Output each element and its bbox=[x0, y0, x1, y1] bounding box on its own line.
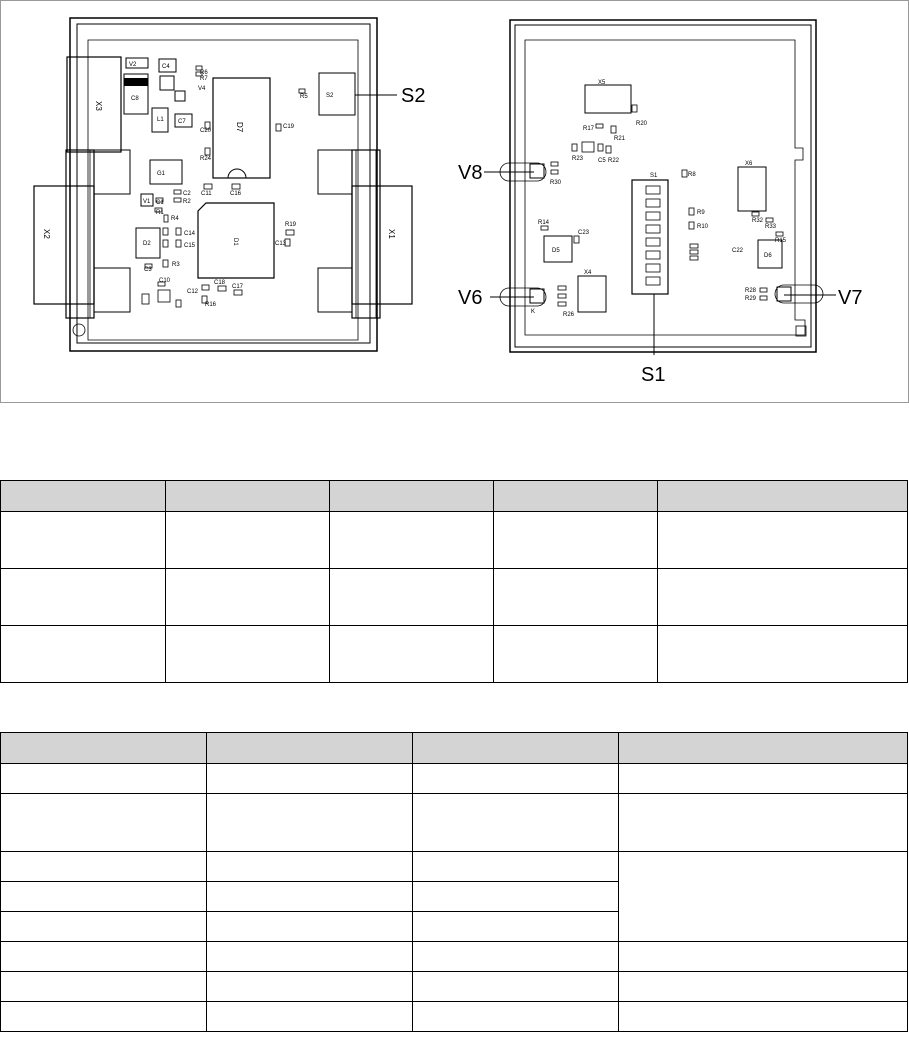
table-cell bbox=[207, 972, 413, 1002]
label-r1: R1 bbox=[156, 210, 164, 216]
table-cell bbox=[1, 626, 166, 683]
label-r7: R7 bbox=[200, 76, 208, 82]
led-v6 bbox=[530, 289, 544, 303]
label-r3: R3 bbox=[172, 262, 180, 268]
label-r16: R16 bbox=[205, 302, 217, 308]
label-x4: X4 bbox=[584, 270, 592, 276]
table-cell bbox=[619, 1002, 908, 1032]
table-cell bbox=[207, 1002, 413, 1032]
table-cell bbox=[619, 764, 908, 794]
callout-v7: V7 bbox=[838, 287, 863, 309]
table-cell bbox=[1, 512, 166, 569]
table-cell bbox=[658, 512, 908, 569]
connector-x1-body bbox=[352, 186, 412, 304]
label-c4: C4 bbox=[162, 64, 170, 70]
connector-x2-body bbox=[34, 186, 94, 304]
label-r15: R15 bbox=[775, 238, 787, 244]
label-c7: C7 bbox=[178, 119, 186, 125]
table-2-header bbox=[1, 733, 908, 764]
label-c23: C23 bbox=[578, 230, 590, 236]
table-2-header-cell bbox=[413, 733, 619, 764]
label-c8: C8 bbox=[131, 96, 139, 102]
table-row bbox=[1, 1002, 908, 1032]
table-cell bbox=[1, 882, 207, 912]
label-v2: V2 bbox=[129, 62, 137, 68]
callout-v6: V6 bbox=[458, 287, 483, 309]
table-cell bbox=[330, 569, 494, 626]
connector-x3 bbox=[67, 57, 121, 152]
label-c13: C13 bbox=[275, 241, 287, 247]
table-cell bbox=[413, 1002, 619, 1032]
table-cell bbox=[1, 569, 166, 626]
right-board bbox=[484, 20, 836, 355]
table-1 bbox=[0, 480, 908, 683]
table-cell bbox=[494, 569, 658, 626]
table-1-header-cell bbox=[494, 481, 658, 512]
label-d5: D5 bbox=[552, 248, 560, 254]
label-r10: R10 bbox=[697, 224, 709, 230]
label-c22: C22 bbox=[732, 248, 744, 254]
table-1-header-cell bbox=[1, 481, 166, 512]
label-s1-part: S1 bbox=[650, 173, 658, 179]
label-r21: R21 bbox=[614, 136, 626, 142]
label-k: K bbox=[531, 309, 536, 315]
switch-s2-part bbox=[319, 73, 355, 115]
table-cell-merged bbox=[619, 852, 908, 942]
table-cell bbox=[207, 852, 413, 882]
table-2-header-cell bbox=[1, 733, 207, 764]
table-2-header-cell bbox=[207, 733, 413, 764]
table-cell bbox=[207, 794, 413, 852]
table-cell bbox=[619, 972, 908, 1002]
table-cell bbox=[413, 882, 619, 912]
table-cell bbox=[207, 764, 413, 794]
label-r14: R14 bbox=[538, 220, 550, 226]
label-c18: C18 bbox=[214, 280, 226, 286]
table-row bbox=[1, 764, 908, 794]
label-r4: R4 bbox=[171, 216, 179, 222]
label-c2: C2 bbox=[183, 191, 191, 197]
table-cell bbox=[413, 972, 619, 1002]
table-cell bbox=[166, 626, 330, 683]
label-c17: C17 bbox=[232, 284, 244, 290]
table-row bbox=[1, 852, 908, 882]
table-1-header bbox=[1, 481, 908, 512]
table-cell bbox=[1, 794, 207, 852]
label-r5: R5 bbox=[300, 94, 308, 100]
label-c5: C5 bbox=[598, 158, 606, 164]
label-l1: L1 bbox=[157, 117, 164, 123]
pcb-figure bbox=[0, 0, 909, 405]
label-x6: X6 bbox=[745, 161, 753, 167]
label-r19: R19 bbox=[285, 222, 297, 228]
table-cell bbox=[166, 512, 330, 569]
right-board-copper bbox=[525, 40, 805, 335]
header-x6 bbox=[738, 167, 766, 211]
label-c16: C16 bbox=[230, 191, 242, 197]
label-r32: R32 bbox=[752, 218, 764, 224]
label-r20: R20 bbox=[636, 121, 648, 127]
table-cell bbox=[166, 569, 330, 626]
label-r24: R24 bbox=[200, 156, 212, 162]
table-1-header-cell bbox=[330, 481, 494, 512]
label-x2: X2 bbox=[42, 229, 51, 239]
left-board-outline bbox=[70, 18, 377, 351]
label-c12: C12 bbox=[187, 289, 199, 295]
label-c3: C3 bbox=[144, 267, 152, 273]
label-r17: R17 bbox=[583, 126, 595, 132]
label-d6: D6 bbox=[764, 253, 772, 259]
table-row bbox=[1, 972, 908, 1002]
table-cell bbox=[1, 852, 207, 882]
table-cell bbox=[658, 569, 908, 626]
right-board-inner bbox=[515, 25, 811, 347]
label-c15: C15 bbox=[184, 243, 196, 249]
left-board-labels bbox=[42, 62, 425, 308]
header-x5 bbox=[585, 85, 631, 113]
label-v4: V4 bbox=[198, 86, 206, 92]
header-x4 bbox=[578, 276, 606, 312]
label-g1: G1 bbox=[157, 171, 166, 177]
connector-x1-top bbox=[318, 150, 352, 194]
table-cell bbox=[413, 942, 619, 972]
label-r26: R26 bbox=[563, 312, 575, 318]
table-cell bbox=[207, 882, 413, 912]
table-row bbox=[1, 794, 908, 852]
table-row bbox=[1, 512, 908, 569]
table-cell bbox=[1, 912, 207, 942]
led-v7 bbox=[777, 287, 791, 301]
connector-x2-top bbox=[94, 150, 130, 194]
label-r28: R28 bbox=[745, 288, 757, 294]
label-v1: V1 bbox=[143, 199, 151, 205]
table-cell bbox=[1, 1002, 207, 1032]
figure-frame bbox=[1, 1, 909, 403]
connector-x2-bottom bbox=[94, 268, 130, 312]
label-d2: D2 bbox=[143, 241, 151, 247]
label-r9: R9 bbox=[697, 210, 705, 216]
connector-x1-bottom bbox=[318, 268, 352, 312]
label-r30: R30 bbox=[550, 180, 562, 186]
label-r23: R23 bbox=[572, 156, 584, 162]
label-r2: R2 bbox=[183, 199, 191, 205]
label-x1: X1 bbox=[387, 229, 396, 239]
table-row bbox=[1, 569, 908, 626]
table-cell bbox=[1, 942, 207, 972]
label-r29: R29 bbox=[745, 296, 757, 302]
led-v8 bbox=[530, 164, 544, 178]
label-x5: X5 bbox=[598, 80, 606, 86]
label-r8: R8 bbox=[688, 172, 696, 178]
label-s2-part: S2 bbox=[326, 93, 334, 99]
table-cell bbox=[1, 972, 207, 1002]
left-board bbox=[34, 18, 412, 351]
table-cell bbox=[207, 942, 413, 972]
table-cell bbox=[207, 912, 413, 942]
table-row bbox=[1, 942, 908, 972]
callout-s2: S2 bbox=[401, 85, 426, 107]
table-2-header-cell bbox=[619, 733, 908, 764]
right-board-outline bbox=[510, 20, 816, 352]
table-1-header-cell bbox=[166, 481, 330, 512]
table-row bbox=[1, 626, 908, 683]
callout-v8: V8 bbox=[458, 162, 483, 184]
callout-s1: S1 bbox=[641, 364, 666, 386]
label-x3: X3 bbox=[94, 101, 103, 111]
table-cell bbox=[413, 794, 619, 852]
label-d1: D1 bbox=[232, 238, 238, 246]
label-c20: C20 bbox=[200, 128, 212, 134]
table-cell bbox=[413, 912, 619, 942]
label-r22: R22 bbox=[608, 158, 620, 164]
label-c14: C14 bbox=[184, 231, 196, 237]
label-c1: C1 bbox=[156, 200, 164, 206]
table-2 bbox=[0, 732, 908, 1032]
label-c11: C11 bbox=[201, 191, 212, 197]
table-cell bbox=[494, 512, 658, 569]
label-c10: C10 bbox=[159, 278, 171, 284]
table-cell bbox=[330, 512, 494, 569]
label-r33: R33 bbox=[765, 224, 777, 230]
pcb-diagram bbox=[0, 0, 909, 405]
table-cell bbox=[619, 794, 908, 852]
table-cell bbox=[413, 852, 619, 882]
table-cell bbox=[1, 764, 207, 794]
table-cell bbox=[330, 626, 494, 683]
table-cell bbox=[619, 942, 908, 972]
label-r6: R6 bbox=[200, 70, 208, 76]
table-cell bbox=[658, 626, 908, 683]
label-c19: C19 bbox=[283, 124, 295, 130]
table-cell bbox=[413, 764, 619, 794]
label-d7: D7 bbox=[235, 122, 244, 133]
table-1-header-cell bbox=[658, 481, 908, 512]
table-cell bbox=[494, 626, 658, 683]
